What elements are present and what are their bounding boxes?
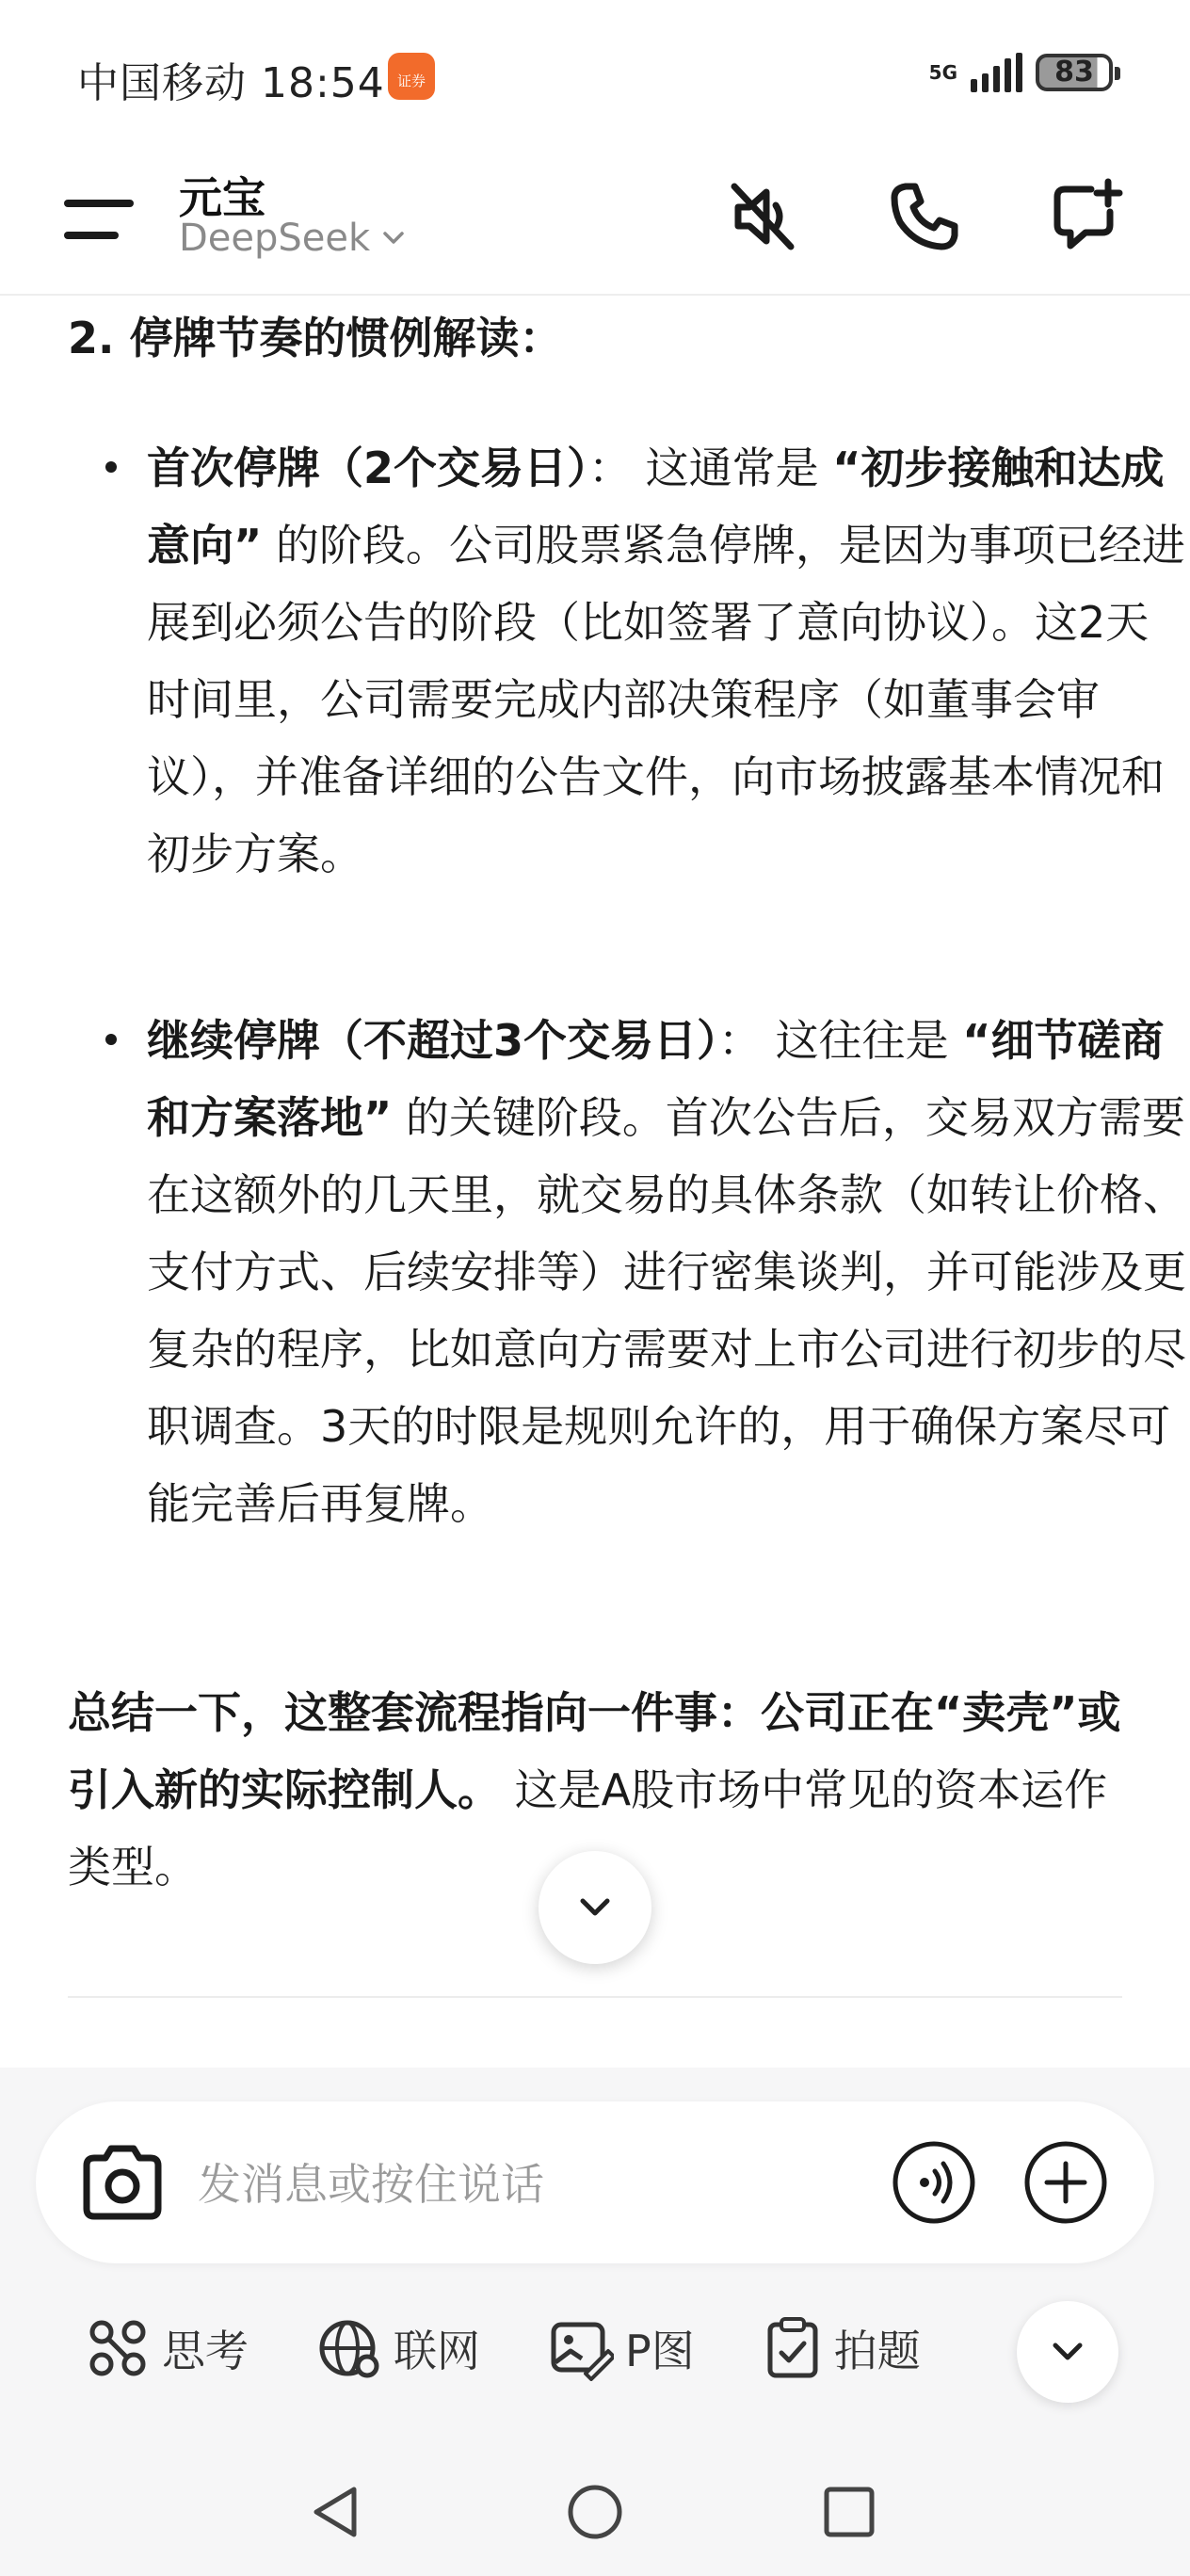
system-nav-bar bbox=[0, 2448, 1190, 2576]
bullet-body: 的关键阶段。首次公告后，交易双方需要在这额外的几天里，就交易的具体条款（如转让价格、支付方式、后续安排等）进行密集谈判，并可能涉及更复杂的程序，比如意向方需要对上市公司进行初步的尽职调查。3天的时限是规则允许的，用于确保方案尽可能完善后再复牌。 bbox=[147, 1092, 1186, 1529]
bullet-separator: ： bbox=[718, 1015, 763, 1066]
battery-icon: 83 bbox=[1036, 54, 1113, 91]
speaker-muted-icon bbox=[725, 179, 800, 254]
app-title: 元宝 bbox=[179, 172, 265, 223]
tool-photo-question[interactable] bbox=[763, 2310, 921, 2386]
bullet-emphasis: “初步接触和达成意向” bbox=[147, 443, 1165, 571]
tool-label: P图 bbox=[625, 2326, 695, 2376]
back-button[interactable] bbox=[307, 2482, 367, 2542]
bullet-dot bbox=[105, 461, 117, 473]
voice-call-button[interactable] bbox=[891, 2139, 977, 2226]
tool-think[interactable] bbox=[85, 2310, 249, 2386]
bullet-body: 的阶段。公司股票紧急停牌，是因为事项已经进展到必须公告的阶段（比如签署了意向协议）。这2天时间里，公司需要完成内部决策程序（如董事会审议），并准备详细的公告文件，向市场披露基本情况和初步方案。 bbox=[147, 520, 1185, 879]
menu-line bbox=[64, 200, 134, 207]
app-notification-badge: 证券 bbox=[388, 53, 435, 100]
recents-button[interactable] bbox=[819, 2482, 879, 2542]
chevron-down-icon bbox=[1046, 2330, 1089, 2374]
tool-image-edit[interactable] bbox=[548, 2310, 695, 2386]
tool-bar bbox=[85, 2310, 989, 2386]
phone-icon bbox=[887, 179, 962, 254]
summary-bold: 总结一下，这整套流程指向一件事：公司正在“卖壳”或引入新的实际控制人。 bbox=[68, 1687, 1121, 1815]
tool-label: 思考 bbox=[162, 2326, 249, 2376]
camera-icon bbox=[77, 2139, 168, 2226]
status-icons bbox=[929, 53, 1113, 92]
app-header bbox=[0, 151, 1190, 296]
recents-square-icon bbox=[819, 2482, 879, 2542]
think-icon bbox=[85, 2315, 151, 2381]
bullet-pre: 这通常是 bbox=[645, 443, 833, 493]
new-chat-icon bbox=[1048, 178, 1125, 255]
home-circle-icon bbox=[565, 2482, 625, 2542]
message-input[interactable]: 发消息或按住说话 bbox=[198, 2159, 544, 2210]
message-input-bar[interactable] bbox=[36, 2101, 1154, 2263]
bullet-separator: ： bbox=[588, 443, 633, 493]
network-type: 5G bbox=[928, 61, 957, 84]
chevron-down-icon bbox=[379, 224, 408, 252]
list-item bbox=[147, 1002, 1190, 1542]
voice-wave-icon bbox=[891, 2139, 977, 2226]
scroll-to-bottom-button[interactable] bbox=[539, 1851, 651, 1964]
divider bbox=[68, 1996, 1122, 1998]
plus-icon bbox=[1022, 2139, 1109, 2226]
bullet-label: 继续停牌（不超过3个交易日） bbox=[147, 1015, 719, 1066]
bullet-dot bbox=[105, 1034, 117, 1045]
section-heading: 2. 停牌节奏的惯例解读： bbox=[68, 313, 563, 363]
model-selector[interactable] bbox=[179, 217, 408, 260]
bullet-pre: 这往往是 bbox=[775, 1015, 963, 1066]
menu-button[interactable] bbox=[64, 190, 136, 247]
list-item-text bbox=[147, 1002, 1190, 1542]
photo-question-icon bbox=[763, 2315, 823, 2381]
globe-icon bbox=[316, 2315, 382, 2381]
model-name: DeepSeek bbox=[179, 217, 371, 260]
new-chat-button[interactable] bbox=[1041, 171, 1132, 262]
list-item bbox=[147, 429, 1190, 893]
tool-label: 联网 bbox=[394, 2326, 480, 2376]
summary-rest: 这是A股市场中常见的资本运作类型。 bbox=[68, 1764, 1108, 1892]
menu-line bbox=[64, 232, 119, 239]
camera-button[interactable] bbox=[77, 2139, 168, 2226]
back-triangle-icon bbox=[307, 2482, 367, 2542]
add-attachment-button[interactable] bbox=[1022, 2139, 1109, 2226]
home-button[interactable] bbox=[565, 2482, 625, 2542]
call-button[interactable] bbox=[879, 171, 970, 262]
carrier-time: 中国移动 18:54 bbox=[77, 59, 385, 107]
chevron-down-icon bbox=[573, 1886, 617, 1929]
bullet-label: 首次停牌（2个交易日） bbox=[147, 443, 589, 493]
tool-label: 拍题 bbox=[833, 2326, 921, 2376]
collapse-tools-button[interactable] bbox=[1017, 2301, 1118, 2403]
status-bar bbox=[0, 0, 1190, 151]
image-edit-icon bbox=[548, 2315, 614, 2381]
bullet-emphasis: “细节磋商和方案落地” bbox=[147, 1015, 1165, 1143]
tool-web-search[interactable] bbox=[316, 2310, 480, 2386]
list-item-text bbox=[147, 429, 1190, 893]
signal-icon bbox=[971, 53, 1022, 92]
mute-voice-button[interactable] bbox=[717, 171, 808, 262]
